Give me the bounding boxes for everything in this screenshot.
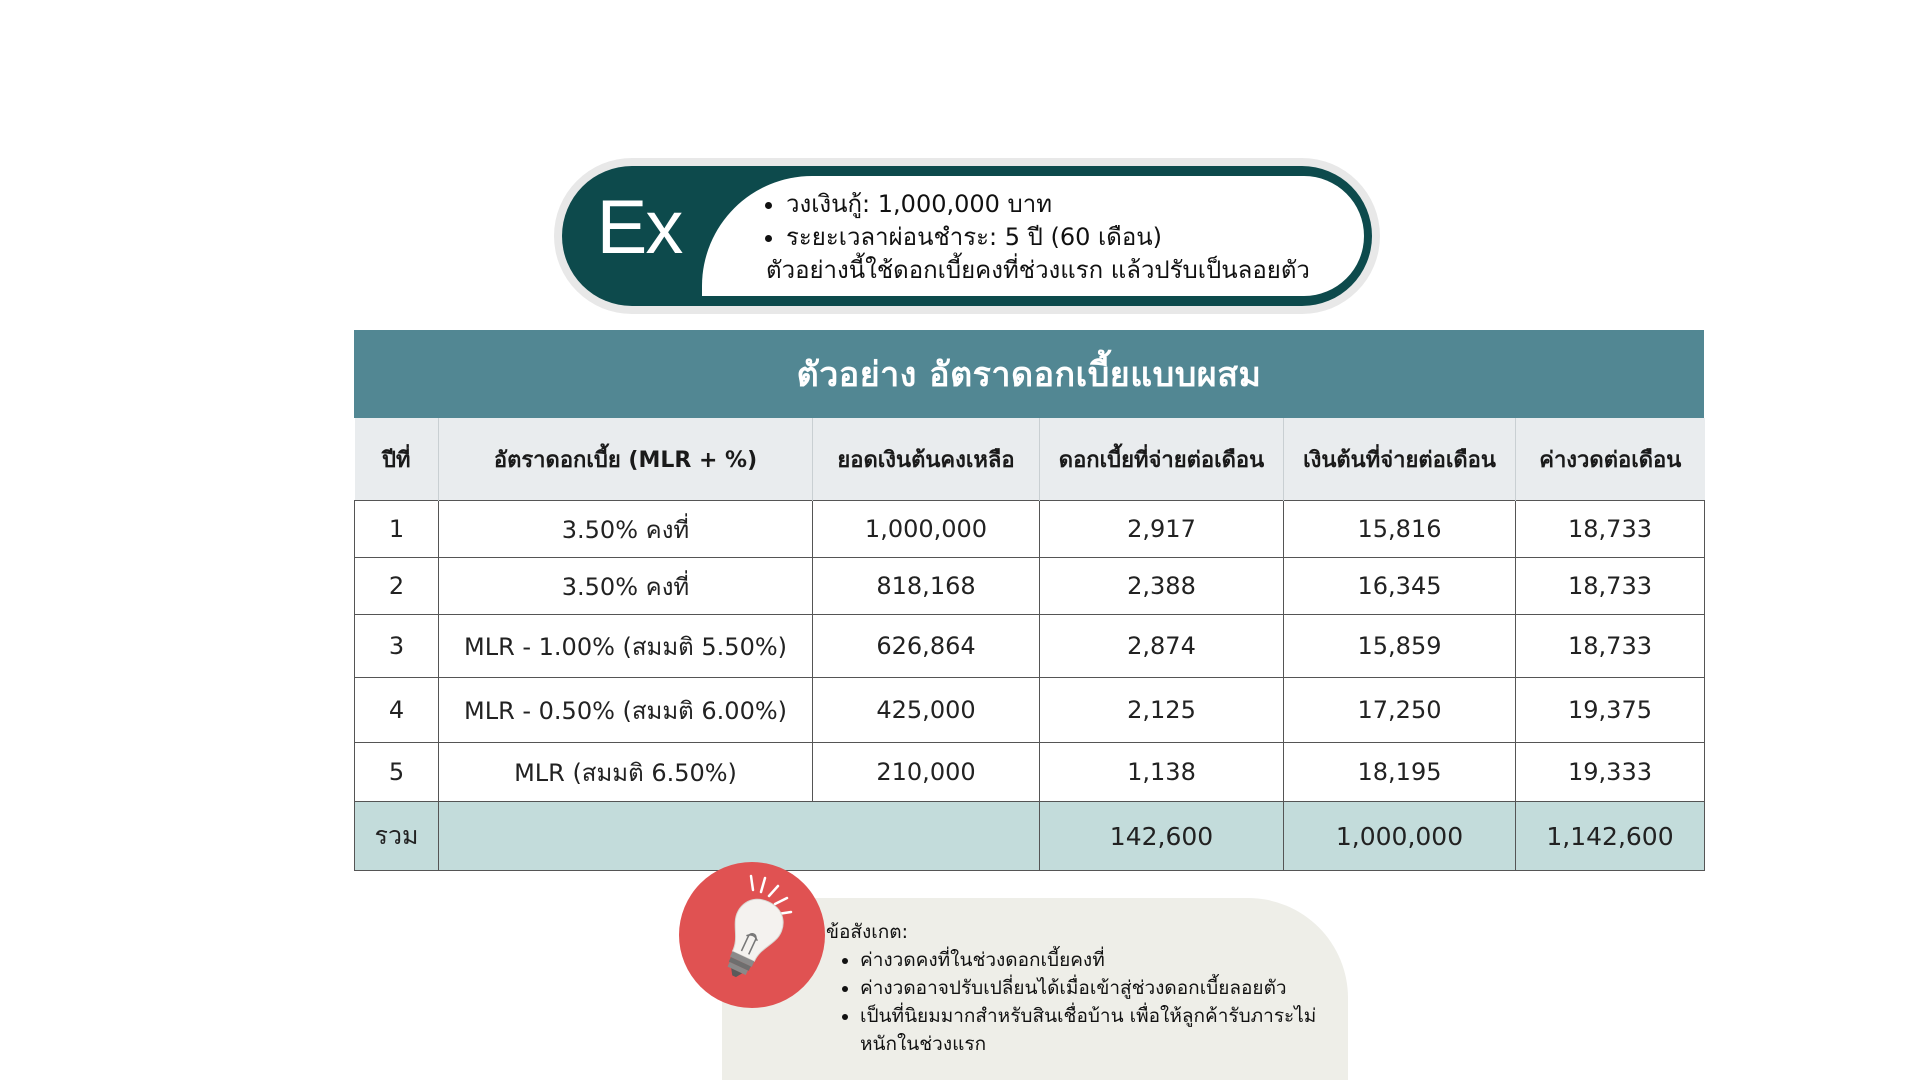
- example-text: [766, 188, 1346, 287]
- cell-installment: 18,733: [1516, 558, 1705, 615]
- cell-principal: 17,250: [1284, 678, 1516, 743]
- cell-rate: 3.50% คงที่: [439, 501, 813, 558]
- cell-principal: 16,345: [1284, 558, 1516, 615]
- cell-balance: 210,000: [813, 743, 1040, 802]
- cell-principal: 15,859: [1284, 615, 1516, 678]
- cell-rate: MLR - 0.50% (สมมติ 6.00%): [439, 678, 813, 743]
- cell-interest: 2,125: [1040, 678, 1284, 743]
- cell-installment: 18,733: [1516, 501, 1705, 558]
- lightbulb-icon: [679, 862, 825, 1008]
- mixed-rate-table: [354, 418, 1705, 871]
- example-bullet-term: • ระยะเวลาผ่อนชำระ: 5 ปี (60 เดือน): [786, 221, 1346, 254]
- cell-balance: 425,000: [813, 678, 1040, 743]
- cell-installment: 18,733: [1516, 615, 1705, 678]
- cell-year: 1: [355, 501, 439, 558]
- table-row: [355, 743, 1705, 802]
- total-interest: 142,600: [1040, 802, 1284, 871]
- cell-balance: 626,864: [813, 615, 1040, 678]
- cell-interest: 2,874: [1040, 615, 1284, 678]
- cell-interest: 1,138: [1040, 743, 1284, 802]
- cell-year: 3: [355, 615, 439, 678]
- col-header-principal: เงินต้นที่จ่ายต่อเดือน: [1284, 418, 1516, 501]
- table-row: [355, 678, 1705, 743]
- cell-principal: 18,195: [1284, 743, 1516, 802]
- cell-balance: 818,168: [813, 558, 1040, 615]
- note-content: [826, 918, 1346, 1058]
- total-installment: 1,142,600: [1516, 802, 1705, 871]
- example-bullet-loan-amount: • วงเงินกู้: 1,000,000 บาท: [786, 188, 1346, 221]
- note-item: • ค่างวดอาจปรับเปลี่ยนได้เมื่อเข้าสู่ช่วงดอกเบี้ยลอยตัว: [860, 974, 1346, 1002]
- table-header-row: [355, 418, 1705, 501]
- col-header-interest: ดอกเบี้ยที่จ่ายต่อเดือน: [1040, 418, 1284, 501]
- table-title: ตัวอย่าง อัตราดอกเบี้ยแบบผสม: [354, 330, 1704, 418]
- cell-installment: 19,333: [1516, 743, 1705, 802]
- cell-interest: 2,388: [1040, 558, 1284, 615]
- note-item: • ค่างวดคงที่ในช่วงดอกเบี้ยคงที่: [860, 946, 1346, 974]
- table-row: [355, 558, 1705, 615]
- col-header-installment: ค่างวดต่อเดือน: [1516, 418, 1705, 501]
- cell-year: 4: [355, 678, 439, 743]
- example-bullet-list: [766, 188, 1346, 254]
- col-header-year: ปีที่: [355, 418, 439, 501]
- cell-year: 5: [355, 743, 439, 802]
- table-row: [355, 501, 1705, 558]
- cell-year: 2: [355, 558, 439, 615]
- example-note: ตัวอย่างนี้ใช้ดอกเบี้ยคงที่ช่วงแรก แล้วปรับเป็นลอยตัว: [766, 256, 1310, 284]
- cell-rate: 3.50% คงที่: [439, 558, 813, 615]
- total-label: รวม: [355, 802, 439, 871]
- cell-rate: MLR (สมมติ 6.50%): [439, 743, 813, 802]
- example-badge: Ex: [596, 184, 682, 270]
- cell-installment: 19,375: [1516, 678, 1705, 743]
- total-empty-cell: [439, 802, 1040, 871]
- cell-balance: 1,000,000: [813, 501, 1040, 558]
- total-principal: 1,000,000: [1284, 802, 1516, 871]
- note-item: • เป็นที่นิยมมากสำหรับสินเชื่อบ้าน เพื่อให้ลูกค้ารับภาระไม่หนักในช่วงแรก: [860, 1002, 1346, 1058]
- table-total-row: [355, 802, 1705, 871]
- mixed-rate-table-card: [354, 330, 1704, 871]
- cell-principal: 15,816: [1284, 501, 1516, 558]
- cell-interest: 2,917: [1040, 501, 1284, 558]
- example-banner: [554, 158, 1380, 314]
- table-row: [355, 615, 1705, 678]
- lightbulb-badge: [679, 862, 825, 1008]
- cell-rate: MLR - 1.00% (สมมติ 5.50%): [439, 615, 813, 678]
- col-header-rate: อัตราดอกเบี้ย (MLR + %): [439, 418, 813, 501]
- col-header-balance: ยอดเงินต้นคงเหลือ: [813, 418, 1040, 501]
- note-title: ข้อสังเกต:: [826, 921, 909, 943]
- note-list: [826, 946, 1346, 1058]
